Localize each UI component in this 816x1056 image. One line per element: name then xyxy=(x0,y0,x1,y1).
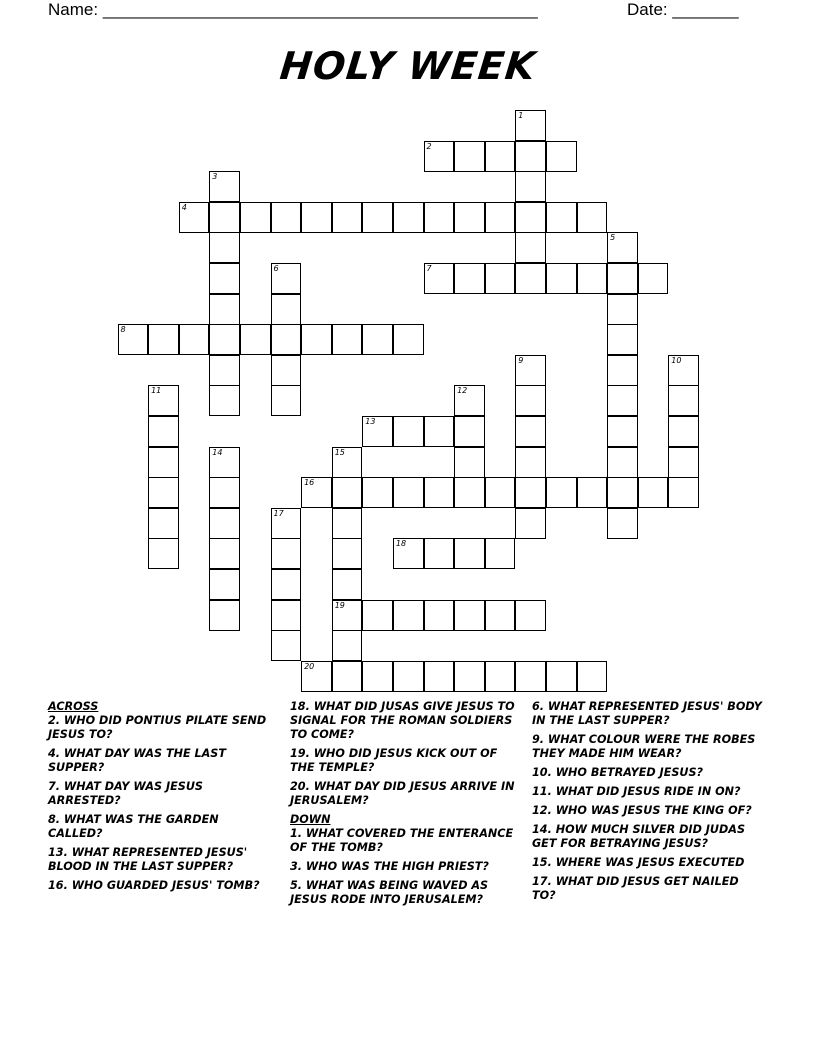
clue-item: 11. WHAT DID JESUS RIDE IN ON? xyxy=(532,785,741,798)
grid-cell[interactable] xyxy=(546,141,577,172)
clue-number: 18 xyxy=(395,539,407,549)
clue-item: 20. WHAT DAY DID JESUS ARRIVE IN JERUSALEM? xyxy=(290,780,515,807)
clue-number: 5 xyxy=(610,233,616,243)
grid-cell[interactable] xyxy=(515,477,546,508)
grid-cell[interactable] xyxy=(271,355,302,386)
grid-cell[interactable] xyxy=(607,263,638,294)
clue-number: 13 xyxy=(365,417,376,426)
across-clue-list-continued xyxy=(290,700,515,808)
grid-cell[interactable] xyxy=(515,508,546,539)
grid-cell[interactable] xyxy=(332,661,363,692)
grid-cell[interactable] xyxy=(393,202,424,233)
grid-cell[interactable] xyxy=(424,538,455,569)
grid-cell[interactable] xyxy=(607,355,638,386)
grid-cell[interactable] xyxy=(454,141,485,172)
clue-item: 10. WHO BETRAYED JESUS? xyxy=(532,766,704,779)
grid-cell[interactable] xyxy=(515,385,546,416)
grid-cell[interactable] xyxy=(515,141,546,172)
clue-item: 3. WHO WAS THE HIGH PRIEST? xyxy=(290,860,489,873)
grid-cell[interactable] xyxy=(607,294,638,325)
grid-cell[interactable] xyxy=(332,324,363,355)
clue-item: 6. WHAT REPRESENTED JESUS' BODY IN THE LAST SUPPER? xyxy=(532,700,762,727)
grid-cell[interactable] xyxy=(362,416,393,447)
grid-cell[interactable] xyxy=(546,477,577,508)
clue-number: 10 xyxy=(671,355,682,365)
grid-cell[interactable] xyxy=(424,661,455,692)
grid-cell[interactable] xyxy=(209,324,240,355)
grid-cell[interactable] xyxy=(607,385,638,416)
clue-item: 8. WHAT WAS THE GARDEN CALLED? xyxy=(48,813,219,840)
grid-cell[interactable] xyxy=(515,263,546,294)
clue-number: 11 xyxy=(151,386,162,396)
grid-cell[interactable] xyxy=(668,477,699,508)
grid-cell[interactable] xyxy=(454,202,485,233)
grid-cell[interactable] xyxy=(424,416,455,447)
grid-cell[interactable] xyxy=(240,324,271,355)
grid-cell[interactable] xyxy=(362,324,393,355)
grid-cell[interactable] xyxy=(271,385,302,416)
grid-cell[interactable] xyxy=(607,477,638,508)
grid-cell[interactable] xyxy=(148,416,179,447)
grid-cell[interactable] xyxy=(209,508,240,539)
grid-cell[interactable] xyxy=(271,263,302,294)
grid-cell[interactable] xyxy=(515,355,546,386)
clue-item: 12. WHO WAS JESUS THE KING OF? xyxy=(532,804,752,817)
clue-item: 2. WHO DID PONTIUS PILATE SEND JESUS TO? xyxy=(48,714,267,741)
grid-cell[interactable] xyxy=(148,508,179,539)
grid-cell[interactable] xyxy=(515,232,546,263)
grid-cell[interactable] xyxy=(209,355,240,386)
grid-cell[interactable] xyxy=(271,600,302,631)
clue-number: 2 xyxy=(426,141,432,151)
clue-number: 14 xyxy=(212,447,223,457)
grid-cell[interactable] xyxy=(209,569,240,600)
grid-cell[interactable] xyxy=(424,263,455,294)
grid-cell[interactable] xyxy=(668,355,699,386)
grid-cell[interactable] xyxy=(546,661,577,692)
grid-cell[interactable] xyxy=(454,600,485,631)
grid-cell[interactable] xyxy=(454,538,485,569)
clue-number: 8 xyxy=(120,325,126,335)
grid-cell[interactable] xyxy=(332,630,363,661)
grid-cell[interactable] xyxy=(607,416,638,447)
grid-cell[interactable] xyxy=(179,324,210,355)
grid-cell[interactable] xyxy=(271,569,302,600)
grid-cell[interactable] xyxy=(362,661,393,692)
grid-cell[interactable] xyxy=(209,294,240,325)
grid-cell[interactable] xyxy=(515,110,546,141)
clue-item: 18. WHAT DID JUSAS GIVE JESUS TO SIGNAL FOR THE ROMAN SOLDIERS TO COME? xyxy=(290,700,515,741)
grid-cell[interactable] xyxy=(148,538,179,569)
grid-cell[interactable] xyxy=(301,477,332,508)
clue-item: 5. WHAT WAS BEING WAVED AS JESUS RODE INTO JERUSALEM? xyxy=(290,879,489,906)
grid-cell[interactable] xyxy=(424,141,455,172)
grid-cell[interactable] xyxy=(577,263,608,294)
grid-cell[interactable] xyxy=(485,263,516,294)
grid-cell[interactable] xyxy=(148,324,179,355)
name-line[interactable]: ______________________________________________ xyxy=(102,0,538,19)
grid-cell[interactable] xyxy=(393,600,424,631)
grid-cell[interactable] xyxy=(454,385,485,416)
clue-number: 1 xyxy=(518,111,524,120)
grid-cell[interactable] xyxy=(209,447,240,478)
grid-cell[interactable] xyxy=(332,569,363,600)
grid-cell[interactable] xyxy=(515,202,546,233)
grid-cell[interactable] xyxy=(301,324,332,355)
clue-number: 16 xyxy=(304,478,315,488)
grid-cell[interactable] xyxy=(393,477,424,508)
grid-cell[interactable] xyxy=(209,385,240,416)
clue-number: 4 xyxy=(181,202,187,212)
clue-number: 15 xyxy=(334,447,345,457)
grid-cell[interactable] xyxy=(301,202,332,233)
clues-column-1 xyxy=(48,700,273,898)
clue-item: 7. WHAT DAY WAS JESUS ARRESTED? xyxy=(48,780,203,807)
clue-item: 16. WHO GUARDED JESUS' TOMB? xyxy=(48,879,260,892)
clue-item: 9. WHAT COLOUR WERE THE ROBES THEY MADE HIM WEAR? xyxy=(532,733,756,760)
grid-cell[interactable] xyxy=(209,202,240,233)
clue-number: 9 xyxy=(518,355,524,365)
clues-column-3 xyxy=(532,700,762,908)
grid-cell[interactable] xyxy=(638,477,669,508)
page-title: HOLY WEEK xyxy=(277,44,539,88)
grid-cell[interactable] xyxy=(577,661,608,692)
grid-cell[interactable] xyxy=(332,202,363,233)
grid-cell[interactable] xyxy=(118,324,149,355)
grid-cell[interactable] xyxy=(485,600,516,631)
date-label: Date: xyxy=(627,0,668,19)
grid-cell[interactable] xyxy=(485,202,516,233)
grid-cell[interactable] xyxy=(209,538,240,569)
clue-item: 17. WHAT DID JESUS GET NAILED TO? xyxy=(532,875,739,902)
grid-cell[interactable] xyxy=(332,538,363,569)
grid-cell[interactable] xyxy=(515,171,546,202)
grid-cell[interactable] xyxy=(485,538,516,569)
grid-cell[interactable] xyxy=(393,324,424,355)
grid-cell[interactable] xyxy=(209,232,240,263)
grid-cell[interactable] xyxy=(148,477,179,508)
grid-cell[interactable] xyxy=(271,630,302,661)
grid-cell[interactable] xyxy=(485,477,516,508)
grid-cell[interactable] xyxy=(209,600,240,631)
grid-cell[interactable] xyxy=(546,202,577,233)
grid-cell[interactable] xyxy=(301,661,332,692)
grid-cell[interactable] xyxy=(209,171,240,202)
grid-cell[interactable] xyxy=(393,416,424,447)
down-heading: DOWN xyxy=(290,813,331,826)
grid-cell[interactable] xyxy=(240,202,271,233)
grid-cell[interactable] xyxy=(209,263,240,294)
grid-cell[interactable] xyxy=(515,416,546,447)
grid-cell[interactable] xyxy=(607,232,638,263)
grid-cell[interactable] xyxy=(577,202,608,233)
across-clue-list xyxy=(48,714,273,893)
grid-cell[interactable] xyxy=(607,447,638,478)
grid-cell[interactable] xyxy=(148,447,179,478)
grid-cell[interactable] xyxy=(424,477,455,508)
clue-number: 7 xyxy=(426,264,432,273)
grid-cell[interactable] xyxy=(546,263,577,294)
grid-cell[interactable] xyxy=(179,202,210,233)
grid-cell[interactable] xyxy=(515,600,546,631)
grid-cell[interactable] xyxy=(271,538,302,569)
grid-cell[interactable] xyxy=(668,447,699,478)
clue-number: 6 xyxy=(273,264,279,273)
clue-number: 3 xyxy=(212,172,218,182)
grid-cell[interactable] xyxy=(515,661,546,692)
grid-cell[interactable] xyxy=(332,600,363,631)
date-line[interactable]: _______ xyxy=(672,0,739,19)
grid-cell[interactable] xyxy=(668,416,699,447)
grid-cell[interactable] xyxy=(362,202,393,233)
grid-cell[interactable] xyxy=(454,477,485,508)
clues-column-2 xyxy=(290,700,515,912)
clue-number: 19 xyxy=(334,600,345,610)
grid-cell[interactable] xyxy=(271,508,302,539)
grid-cell[interactable] xyxy=(332,477,363,508)
clue-item: 4. WHAT DAY WAS THE LAST SUPPER? xyxy=(48,747,226,774)
grid-cell[interactable] xyxy=(454,416,485,447)
grid-cell[interactable] xyxy=(485,141,516,172)
grid-cell[interactable] xyxy=(271,202,302,233)
grid-cell[interactable] xyxy=(362,477,393,508)
down-clue-list xyxy=(290,827,515,907)
grid-cell[interactable] xyxy=(607,324,638,355)
clue-item: 15. WHERE WAS JESUS EXECUTED xyxy=(532,856,745,869)
grid-cell[interactable] xyxy=(454,263,485,294)
grid-cell[interactable] xyxy=(148,385,179,416)
clue-number: 17 xyxy=(273,508,284,518)
grid-cell[interactable] xyxy=(638,263,669,294)
clue-number: 12 xyxy=(457,386,468,396)
name-label: Name: xyxy=(48,0,99,19)
grid-cell[interactable] xyxy=(393,661,424,692)
clue-item: 19. WHO DID JESUS KICK OUT OF THE TEMPLE? xyxy=(290,747,498,774)
grid-cell[interactable] xyxy=(424,202,455,233)
grid-cell[interactable] xyxy=(424,600,455,631)
grid-cell[interactable] xyxy=(332,508,363,539)
grid-cell[interactable] xyxy=(668,385,699,416)
grid-cell[interactable] xyxy=(454,447,485,478)
clue-item: 13. WHAT REPRESENTED JESUS' BLOOD IN THE LAST SUPPER? xyxy=(48,846,248,873)
clue-item: 14. HOW MUCH SILVER DID JUDAS GET FOR BETRAYING JESUS? xyxy=(532,823,746,850)
grid-cell[interactable] xyxy=(332,447,363,478)
clue-number: 20 xyxy=(304,661,315,671)
grid-cell[interactable] xyxy=(515,447,546,478)
grid-cell[interactable] xyxy=(454,661,485,692)
grid-cell[interactable] xyxy=(271,324,302,355)
grid-cell[interactable] xyxy=(209,477,240,508)
grid-cell[interactable] xyxy=(393,538,424,569)
down-clue-list-continued xyxy=(532,700,762,903)
clue-item: 1. WHAT COVERED THE ENTERANCE OF THE TOMB? xyxy=(290,827,514,854)
grid-cell[interactable] xyxy=(485,661,516,692)
grid-cell[interactable] xyxy=(362,600,393,631)
across-heading: ACROSS xyxy=(48,700,99,713)
grid-cell[interactable] xyxy=(577,477,608,508)
grid-cell[interactable] xyxy=(271,294,302,325)
grid-cell[interactable] xyxy=(607,508,638,539)
